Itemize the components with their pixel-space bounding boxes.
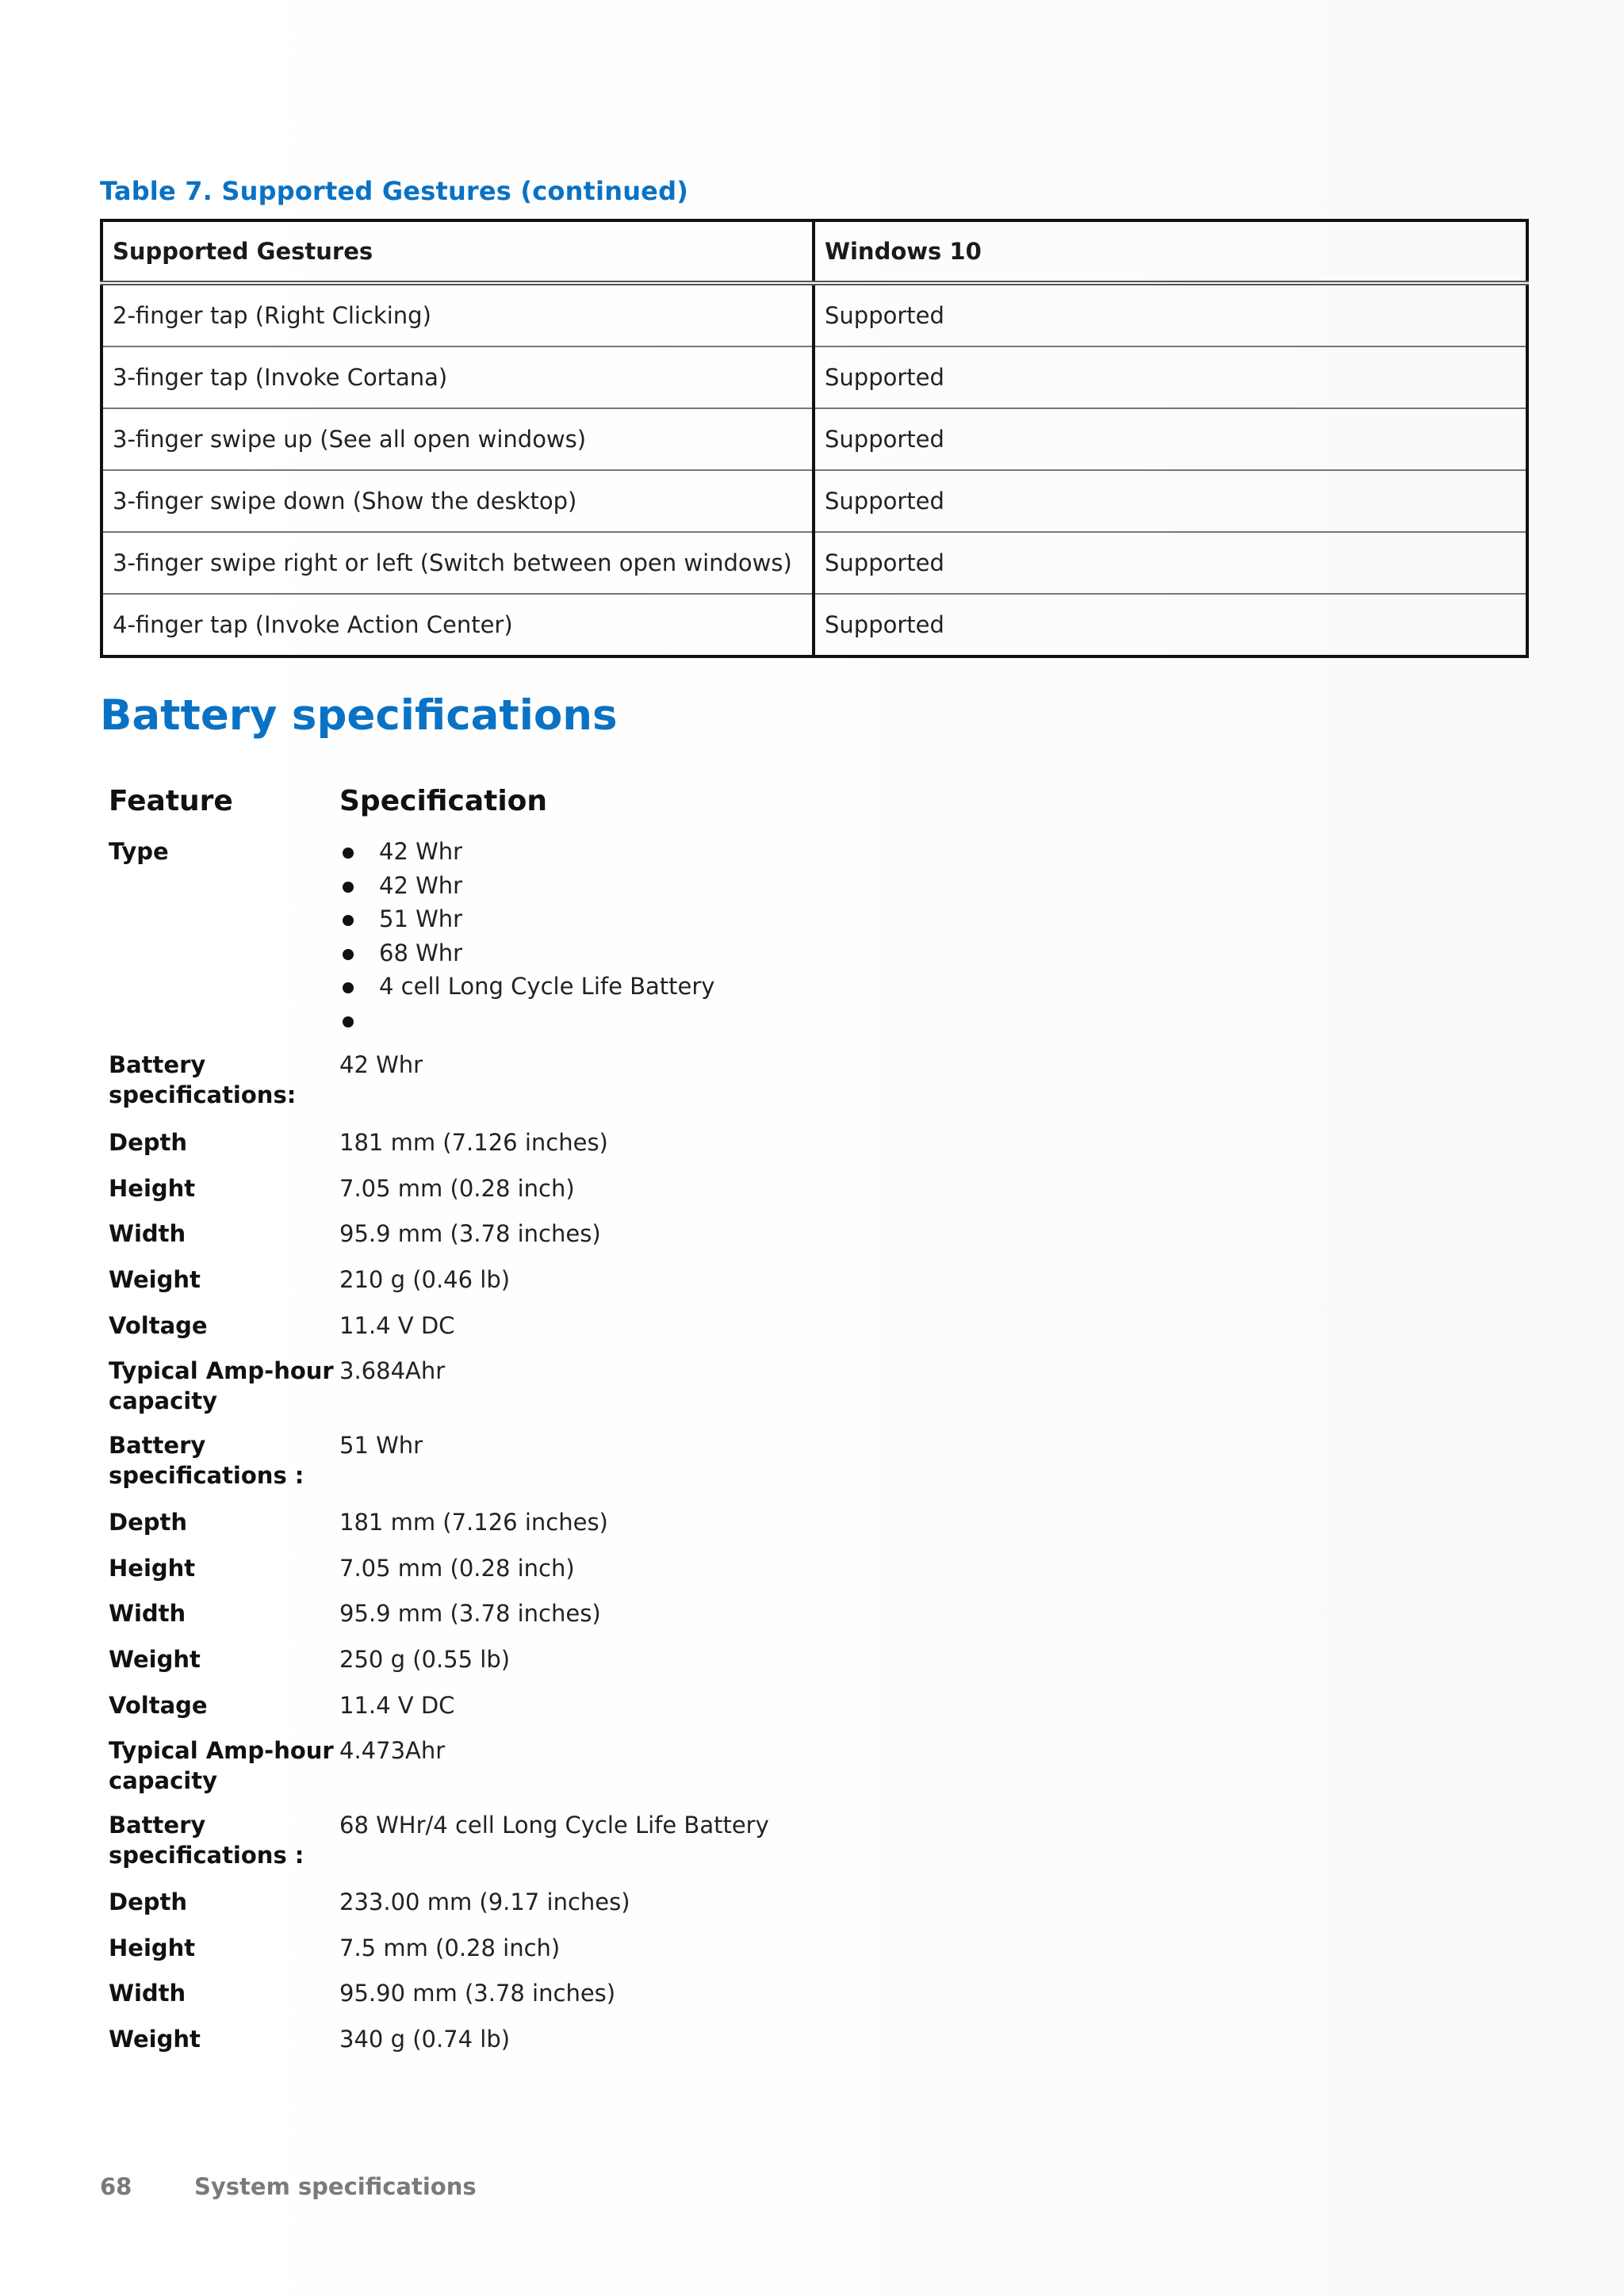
- spec-value: 68 WHr/4 cell Long Cycle Life Battery: [339, 1812, 769, 1839]
- spec-value: 95.90 mm (3.78 inches): [339, 1980, 616, 2007]
- support-cell: Supported: [814, 594, 1527, 656]
- list-item: [339, 871, 714, 905]
- spec-label: Typical Amp-hour capacity: [109, 1737, 334, 1794]
- spec-label: Battery specifications :: [109, 1812, 304, 1869]
- spec-value: 95.9 mm (3.78 inches): [339, 1600, 601, 1627]
- gesture-cell: 4-finger tap (Invoke Action Center): [102, 594, 814, 656]
- spec-label: Height: [109, 1175, 196, 1202]
- spec-value: 210 g (0.46 lb): [339, 1266, 511, 1293]
- table-row: [102, 470, 1527, 532]
- list-item-text: 42 Whr: [379, 871, 463, 899]
- support-cell: Supported: [814, 532, 1527, 594]
- gesture-cell: 3-finger swipe right or left (Switch between open windows): [102, 532, 814, 594]
- spec-value: 250 g (0.55 lb): [339, 1646, 511, 1673]
- bullet-icon: [343, 848, 354, 859]
- spec-label: Height: [109, 1555, 196, 1582]
- spec-label: Voltage: [109, 1312, 208, 1339]
- bullet-icon: [343, 982, 354, 993]
- spec-value: 7.05 mm (0.28 inch): [339, 1175, 575, 1202]
- spec-label: Depth: [109, 1509, 188, 1536]
- gesture-cell: 2-finger tap (Right Clicking): [102, 283, 814, 346]
- spec-label: Battery specifications:: [109, 1051, 297, 1108]
- list-item-text: 4 cell Long Cycle Life Battery: [379, 973, 715, 1000]
- list-item-text: 68 Whr: [379, 939, 463, 966]
- spec-label: Battery specifications :: [109, 1432, 304, 1489]
- support-cell: Supported: [814, 470, 1527, 532]
- spec-label: Weight: [109, 1646, 201, 1673]
- spec-value: 3.684Ahr: [339, 1357, 446, 1384]
- spec-label: Weight: [109, 1266, 201, 1293]
- support-cell: Supported: [814, 408, 1527, 470]
- bullet-icon: [343, 915, 354, 926]
- list-item: [339, 904, 714, 938]
- spec-label-type: Type: [109, 838, 169, 865]
- table-row: [102, 532, 1527, 594]
- gesture-cell: 3-finger swipe down (Show the desktop): [102, 470, 814, 532]
- table-row: [102, 408, 1527, 470]
- table-row: [102, 594, 1527, 656]
- spec-value: 4.473Ahr: [339, 1737, 446, 1764]
- battery-type-list: [339, 836, 714, 1039]
- section-title: Battery specifications: [100, 691, 618, 740]
- spec-label: Width: [109, 1220, 186, 1247]
- gesture-cell: 3-finger swipe up (See all open windows): [102, 408, 814, 470]
- spec-label: Depth: [109, 1888, 188, 1915]
- feature-column-header: Feature: [109, 785, 233, 817]
- support-cell: Supported: [814, 346, 1527, 408]
- spec-label: Voltage: [109, 1692, 208, 1719]
- spec-value: 7.5 mm (0.28 inch): [339, 1934, 561, 1961]
- footer-section-title: System specifications: [194, 2173, 477, 2200]
- bullet-icon: [343, 1016, 354, 1027]
- page-number: 68: [100, 2173, 132, 2200]
- spec-label: Weight: [109, 2026, 201, 2053]
- specification-column-header: Specification: [339, 785, 548, 817]
- spec-label: Width: [109, 1600, 186, 1627]
- bullet-icon: [343, 949, 354, 960]
- spec-value: 95.9 mm (3.78 inches): [339, 1220, 601, 1247]
- spec-value: 7.05 mm (0.28 inch): [339, 1555, 575, 1582]
- spec-value: 42 Whr: [339, 1051, 423, 1078]
- list-item: [339, 938, 714, 972]
- spec-label: Height: [109, 1934, 196, 1961]
- column-header-gestures: Supported Gestures: [102, 220, 814, 283]
- bullet-icon: [343, 882, 354, 893]
- table-row: [102, 346, 1527, 408]
- spec-value: 11.4 V DC: [339, 1692, 455, 1719]
- list-item: [339, 971, 714, 1005]
- spec-label: Depth: [109, 1129, 188, 1156]
- spec-value: 51 Whr: [339, 1432, 423, 1459]
- list-item-text: 51 Whr: [379, 905, 463, 932]
- spec-value: 233.00 mm (9.17 inches): [339, 1888, 630, 1915]
- spec-value: 181 mm (7.126 inches): [339, 1129, 608, 1156]
- list-item-text: 42 Whr: [379, 838, 463, 865]
- spec-value: 11.4 V DC: [339, 1312, 455, 1339]
- support-cell: Supported: [814, 283, 1527, 346]
- table-row: [102, 283, 1527, 346]
- table-header-row: [102, 220, 1527, 283]
- column-header-windows: Windows 10: [814, 220, 1527, 283]
- spec-label: Typical Amp-hour capacity: [109, 1357, 334, 1414]
- spec-value: 181 mm (7.126 inches): [339, 1509, 608, 1536]
- list-item: [339, 1005, 714, 1039]
- gesture-cell: 3-finger tap (Invoke Cortana): [102, 346, 814, 408]
- table-caption: Table 7. Supported Gestures (continued): [100, 176, 689, 206]
- gestures-table: [100, 219, 1529, 658]
- spec-value: 340 g (0.74 lb): [339, 2026, 511, 2053]
- list-item: [339, 836, 714, 871]
- spec-label: Width: [109, 1980, 186, 2007]
